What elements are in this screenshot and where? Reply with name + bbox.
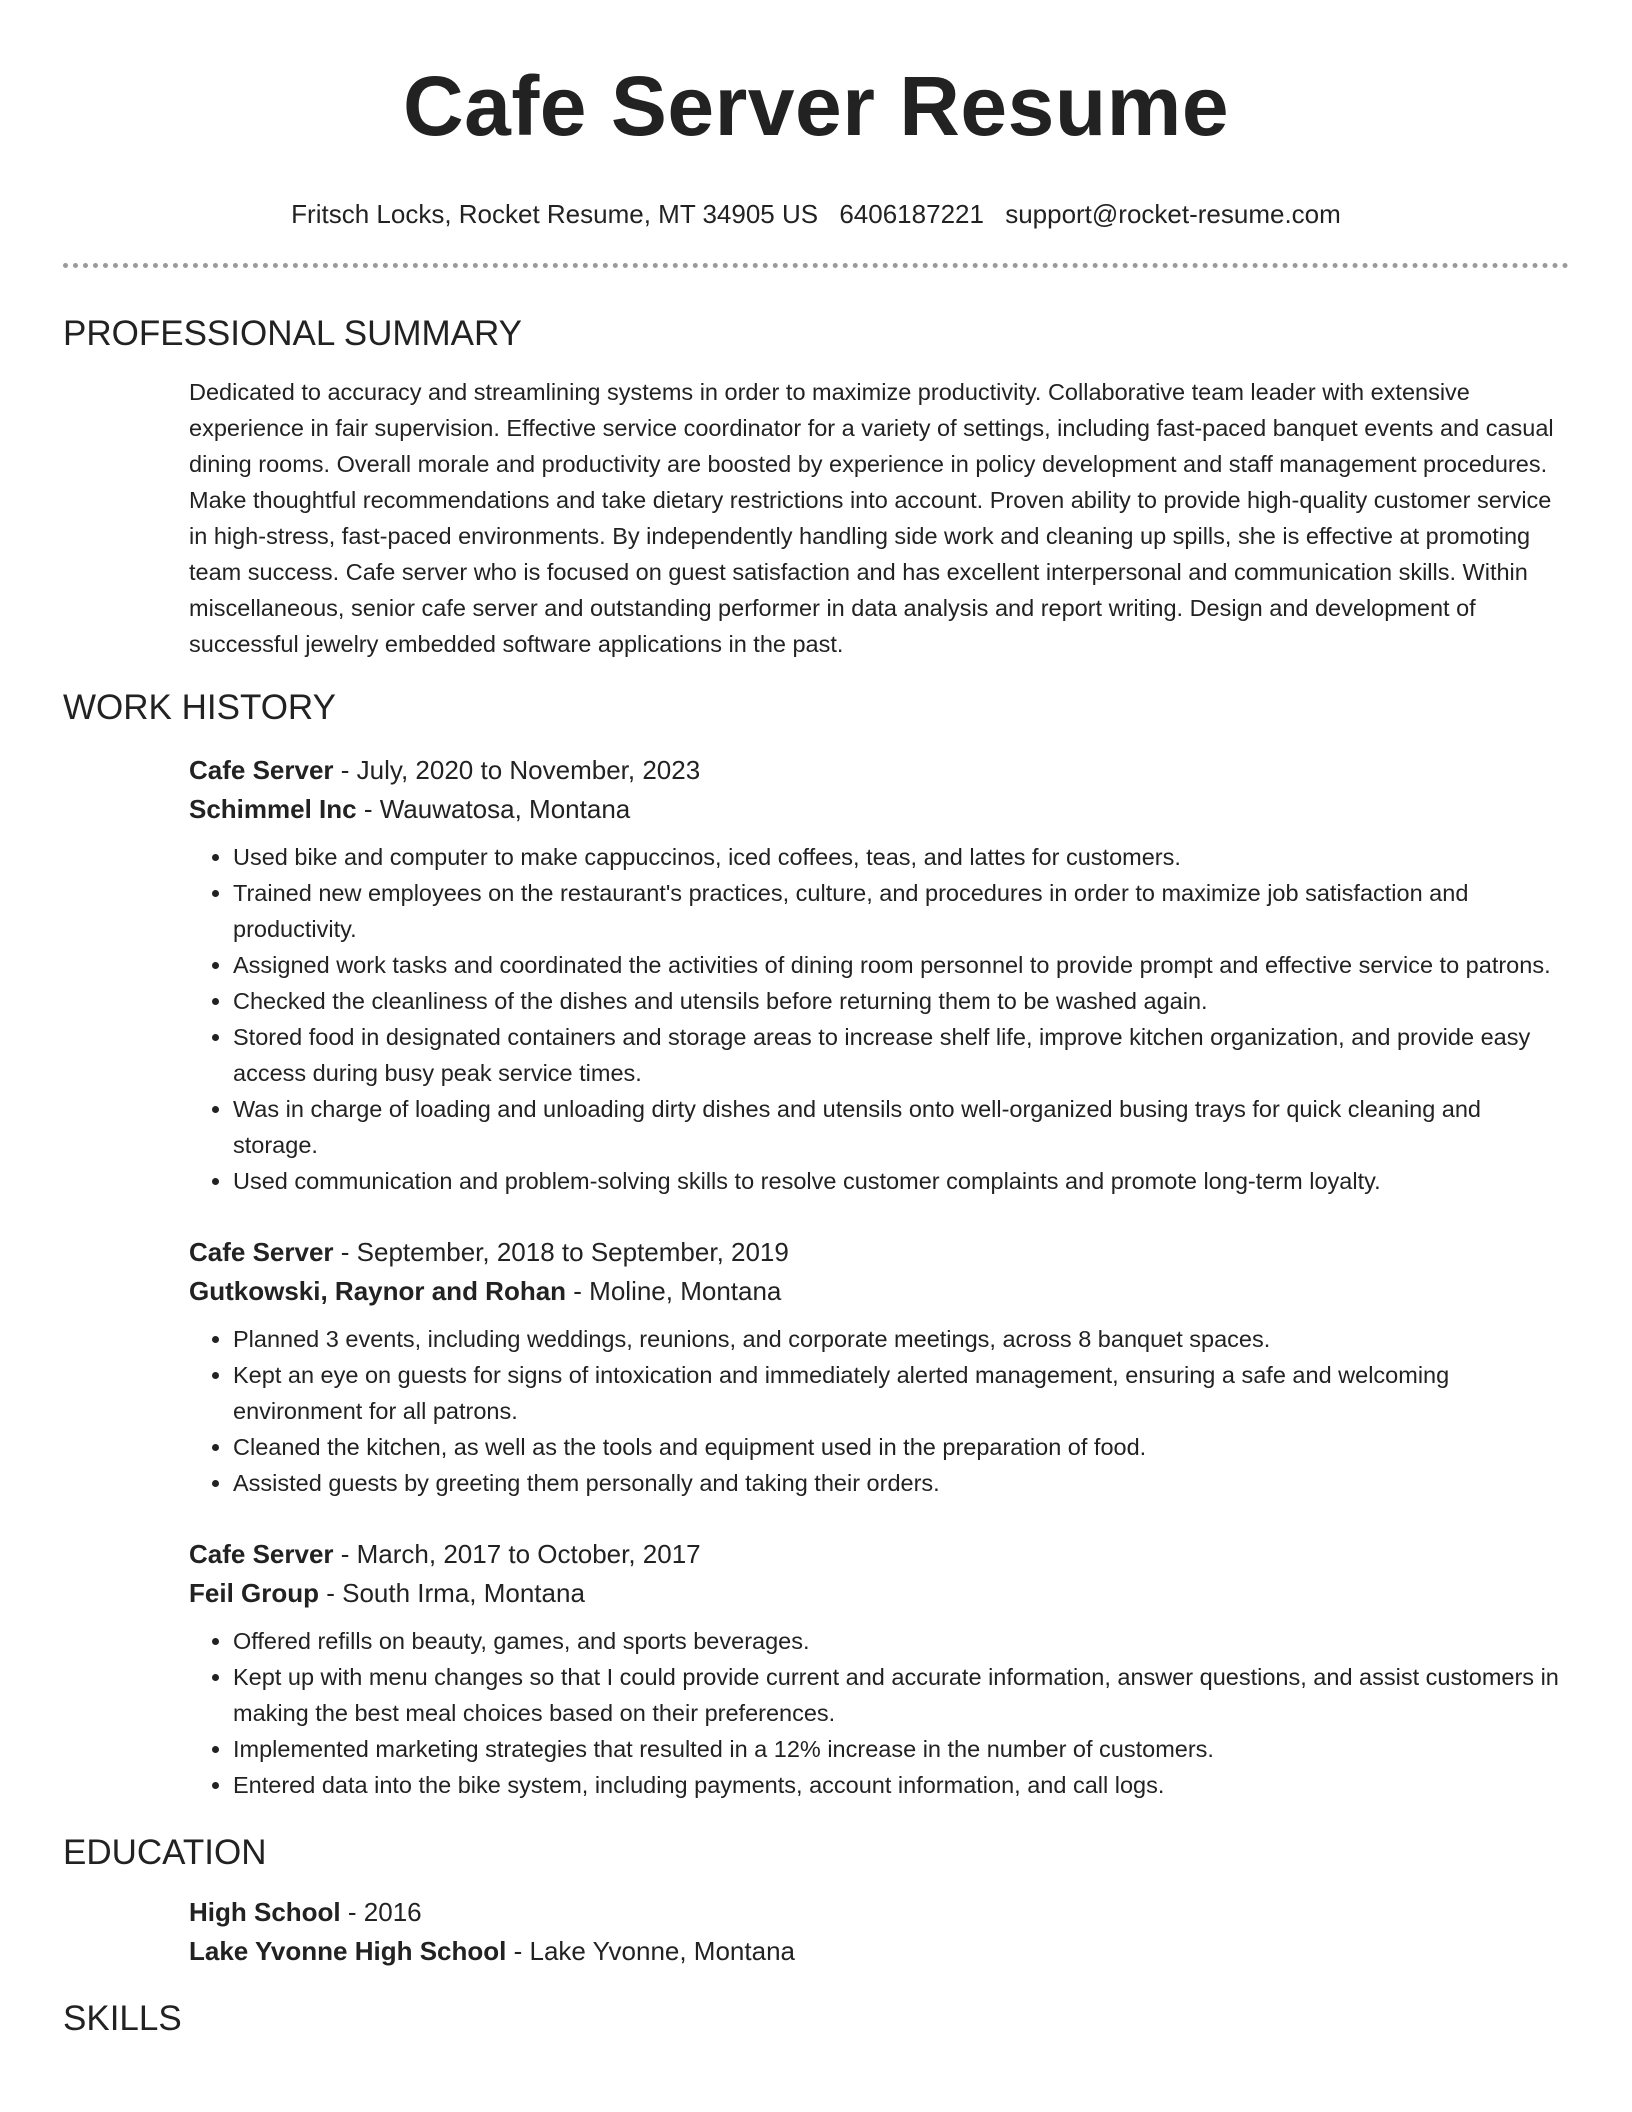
job-dates: - March, 2017 to October, 2017 [333,1539,701,1569]
job-entry [189,1233,1569,1501]
job-bullet: • Was in charge of loading and unloading dirty dishes and utensils onto well-organized busing trays for quick cleaning and storage. [233,1091,1569,1163]
job-bullet: • Assigned work tasks and coordinated the activities of dining room personnel to provide prompt and effective service to patrons. [233,947,1569,983]
job-entry [189,1535,1569,1803]
job-bullet: • Assisted guests by greeting them personally and taking their orders. [233,1465,1569,1501]
job-bullet: • Used bike and computer to make cappuccinos, iced coffees, teas, and lattes for customers. [233,839,1569,875]
job-company: Schimmel Inc [189,794,357,824]
job-company-line [189,1272,1569,1311]
job-company: Feil Group [189,1578,319,1608]
section-title-skills: SKILLS [63,1999,182,2038]
job-bullets [189,1623,1569,1803]
job-role: Cafe Server [189,1539,334,1569]
job-location: - South Irma, Montana [319,1578,585,1608]
education-school: Lake Yvonne High School [189,1936,507,1966]
phone: 6406187221 [839,199,984,229]
job-bullet: • Kept up with menu changes so that I could provide current and accurate information, answer questions, and assist customers in making the best meal choices based on their preferences. [233,1659,1569,1731]
education-year: - 2016 [340,1897,422,1927]
job-bullet: • Trained new employees on the restaurant's practices, culture, and procedures in order to maximize job satisfaction and productivity. [233,875,1569,947]
job-location: - Moline, Montana [566,1276,782,1306]
job-title-line [189,751,1569,790]
education-degree: High School [189,1897,341,1927]
job-bullet: • Stored food in designated containers and storage areas to increase shelf life, improve kitchen organization, and provide easy access during busy peak service times. [233,1019,1569,1091]
job-bullet: • Kept an eye on guests for signs of intoxication and immediately alerted management, ensuring a safe and welcoming environment for all patrons. [233,1357,1569,1429]
job-bullet: • Implemented marketing strategies that resulted in a 12% increase in the number of customers. [233,1731,1569,1767]
summary-text: Dedicated to accuracy and streamlining systems in order to maximize productivity. Collaborative team leader with extensive experience in fair supervision. Effective service coordinator for a variety of settings, including fast-paced banquet events and casual dining rooms. Overall morale and productivity are boosted by experience in policy development and staff management procedures. Make thoughtful recommendations and take dietary restrictions into account. Proven ability to provide high-quality customer service in high-stress, fast-paced environments. By independently handling side work and cleaning up spills, she is effective at promoting team success. Cafe server who is focused on guest satisfaction and has excellent interpersonal and communication skills. Within miscellaneous, senior cafe server and outstanding performer in data analysis and report writing. Design and development of successful jewelry embedded software applications in the past. [189,379,1554,657]
education-entry [189,1893,1569,1971]
email[interactable]: support@rocket-resume.com [1005,199,1341,229]
job-title-line [189,1233,1569,1272]
education-location: - Lake Yvonne, Montana [506,1936,795,1966]
section-title-summary: PROFESSIONAL SUMMARY [63,314,522,353]
job-location: - Wauwatosa, Montana [356,794,631,824]
section-title-work-history: WORK HISTORY [63,688,336,727]
job-dates: - July, 2020 to November, 2023 [333,755,701,785]
job-bullet: • Cleaned the kitchen, as well as the tools and equipment used in the preparation of food. [233,1429,1569,1465]
job-company-line [189,790,1569,829]
job-role: Cafe Server [189,1237,334,1267]
resume-title: Cafe Server Resume [402,59,1230,153]
education-degree-line [189,1893,1569,1932]
job-entry [189,751,1569,1199]
contact-line [63,198,1569,230]
job-role: Cafe Server [189,755,334,785]
section-title-education: EDUCATION [63,1833,267,1872]
job-bullet: • Planned 3 events, including weddings, reunions, and corporate meetings, across 8 banquet spaces. [233,1321,1569,1357]
header-divider [63,263,1569,268]
job-bullet: • Checked the cleanliness of the dishes and utensils before returning them to be washed again. [233,983,1569,1019]
education-school-line [189,1932,1569,1971]
job-dates: - September, 2018 to September, 2019 [333,1237,789,1267]
job-bullet: • Used communication and problem-solving skills to resolve customer complaints and promote long-term loyalty. [233,1163,1569,1199]
job-bullets [189,839,1569,1199]
address: Fritsch Locks, Rocket Resume, MT 34905 US [291,199,819,229]
job-title-line [189,1535,1569,1574]
job-company-line [189,1574,1569,1613]
job-bullets [189,1321,1569,1501]
job-bullet: • Offered refills on beauty, games, and sports beverages. [233,1623,1569,1659]
job-company: Gutkowski, Raynor and Rohan [189,1276,567,1306]
job-bullet: • Entered data into the bike system, including payments, account information, and call logs. [233,1767,1569,1803]
